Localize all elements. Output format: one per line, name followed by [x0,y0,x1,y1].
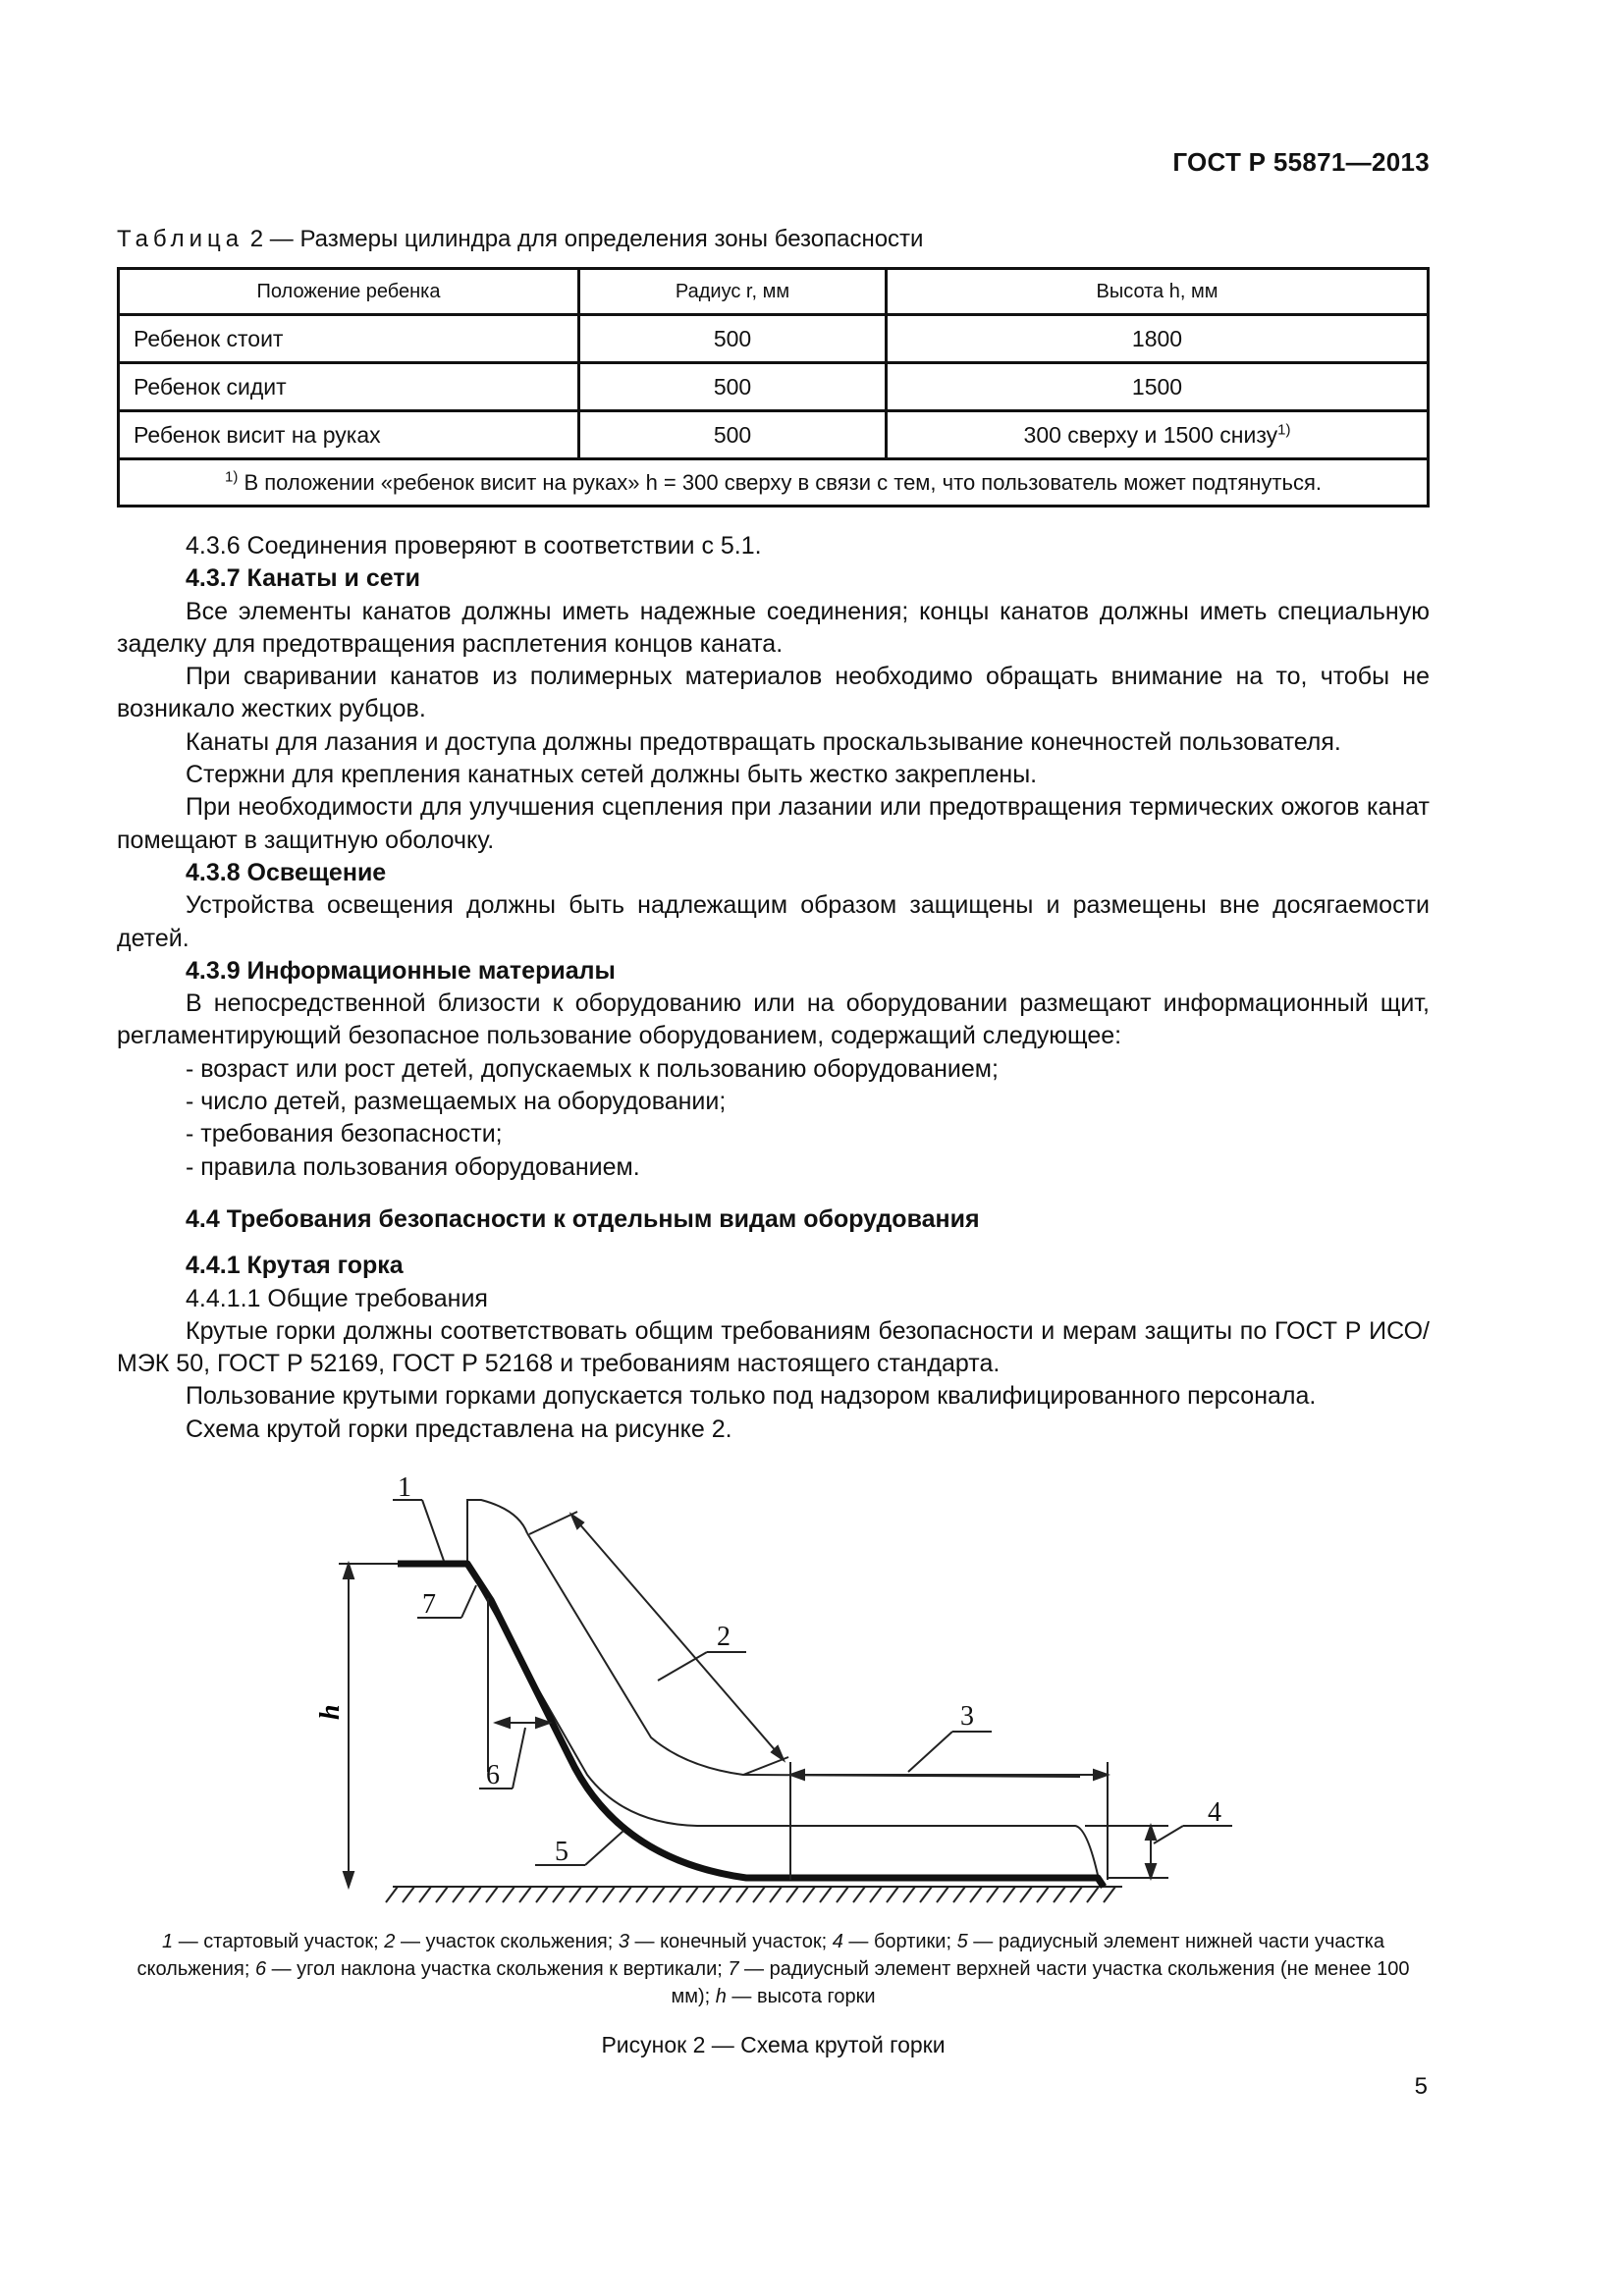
legend-text: — высота горки [726,1986,876,2007]
table-header-row [119,269,1429,315]
footnote-mark: 1) [225,468,239,486]
legend-key: 2 [384,1931,396,1952]
table-caption-text: 2 — Размеры цилиндра для определения зоны безопасности [244,226,924,252]
label-5: 5 [555,1837,568,1867]
cell-radius: 500 [579,315,887,363]
figure-caption: Рисунок 2 — Схема крутой горки [601,2032,946,2057]
paragraph: При необходимости для улучшения сцепления при лазании или предотвращения термических ожогов канат помещают в защитную оболочку. [117,793,1430,854]
heading-4-3-8: 4.3.8 Освещение [186,858,387,886]
label-4: 4 [1208,1797,1221,1828]
slide-length-dimension [529,1512,788,1775]
paragraph: Канаты для лазания и доступа должны предотвращать проскальзывание конечностей пользователя. [186,727,1341,756]
final-section-dimension [790,1762,1108,1880]
cell-height-text: 300 сверху и 1500 снизу [1023,421,1278,448]
legend-text: — участок скольжения; [395,1931,619,1952]
paragraph: Все элементы канатов должны иметь надежные соединения; концы канатов должны иметь специальную заделку для предотвращения расплетения концов каната. [117,597,1430,658]
cell-radius: 500 [579,363,887,411]
slide-outline [467,1500,1106,1887]
height-dimension [339,1564,398,1887]
heading-4-4-1: 4.4.1 Крутая горка [186,1252,404,1280]
angle-dimension [488,1598,550,1772]
heading-4-4-1-1: 4.4.1.1 Общие требования [186,1284,488,1312]
list-item: - требования безопасности; [186,1120,503,1148]
cell-height [887,411,1429,459]
heading-4-3-7: 4.3.7 Канаты и сети [186,564,420,593]
heading-4-3-9: 4.3.9 Информационные материалы [186,956,616,985]
label-3: 3 [960,1701,974,1732]
paragraph: Крутые горки должны соответствовать общим требованиям безопасности и мерам защиты по ГОСТ Р ИСО/МЭК 50, ГОСТ Р 52169, ГОСТ Р 52168 и требованиям настоящего стандарта. [117,1316,1430,1378]
label-7: 7 [422,1589,436,1620]
label-6: 6 [486,1760,500,1790]
body-text [117,530,1430,1446]
legend-key: 1 [162,1931,174,1952]
legend-key: 4 [832,1931,843,1952]
legend-key: 5 [956,1931,968,1952]
paragraph-4-3-6: 4.3.6 Соединения проверяют в соответствии с 5.1. [186,532,762,560]
table-row [119,411,1429,459]
cell-height: 1800 [887,315,1429,363]
legend-text: — бортики; [842,1931,957,1952]
legend-key: 6 [254,1958,267,1980]
paragraph: Пользование крутыми горками допускается только под надзором квалифицированного персонала. [186,1382,1317,1411]
header-radius: Радиус r, мм [579,269,887,315]
table-caption-prefix: Таблица [117,226,244,252]
paragraph: Схема крутой горки представлена на рисунке 2. [186,1415,732,1443]
height-label: h [315,1704,346,1720]
cell-radius: 500 [579,411,887,459]
list-item: - число детей, размещаемых на оборудовании; [186,1088,727,1116]
table-row [119,315,1429,363]
header-child-position: Положение ребенка [119,269,579,315]
cell-position: Ребенок висит на руках [119,411,579,459]
leader-lines [393,1500,1232,1865]
figure-legend [117,1928,1430,2010]
table-caption [117,226,923,253]
list-item: - правила пользования оборудованием. [186,1152,640,1181]
legend-text: — конечный участок; [628,1931,833,1952]
cell-position: Ребенок стоит [119,315,579,363]
legend-text: — радиусный элемент верхней части участка скольжения (не менее 100 мм); [671,1958,1410,2007]
cell-height: 1500 [887,363,1429,411]
paragraph: Устройства освещения должны быть надлежащим образом защищены и размещены вне досягаемости детей. [117,891,1430,952]
table-footnote-row [119,459,1429,507]
legend-key: h [715,1986,727,2007]
label-1: 1 [398,1472,411,1503]
legend-key: 7 [728,1958,739,1980]
steep-slide-diagram [295,1468,1267,1919]
footnote-ref: 1) [1277,420,1291,438]
legend-text: — радиусный элемент нижней части участка скольжения; [136,1931,1384,1980]
table-footnote [119,459,1429,507]
footnote-text: В положении «ребенок висит на руках» h = 300 сверху в связи с тем, что пользователь может подтянуться. [244,469,1322,495]
paragraph: В непосредственной близости к оборудованию или на оборудовании размещают информационный щит, регламентирующий безопасное пользование оборудованием, содержащий следующее: [117,989,1430,1050]
heading-4-4: 4.4 Требования безопасности к отдельным видам оборудования [186,1204,980,1233]
paragraph: Стержни для крепления канатных сетей должны быть жестко закреплены. [186,761,1038,789]
paragraph: При сваривании канатов из полимерных материалов необходимо обращать внимание на то, чтобы не возникало жестких рубцов. [117,663,1430,723]
cell-position: Ребенок сидит [119,363,579,411]
label-2: 2 [717,1622,731,1652]
table-row [119,363,1429,411]
ground-hatching [386,1887,1122,1902]
list-item: - возраст или рост детей, допускаемых к пользованию оборудованием; [186,1054,999,1083]
legend-text: — стартовый участок; [173,1931,385,1952]
legend-text: — угол наклона участка скольжения к вертикали; [266,1958,729,1980]
cylinder-dimensions-table [117,267,1430,507]
legend-key: 3 [618,1931,629,1952]
header-height: Высота h, мм [887,269,1429,315]
page-number: 5 [1414,2073,1428,2100]
document-code: ГОСТ Р 55871—2013 [1172,147,1430,177]
